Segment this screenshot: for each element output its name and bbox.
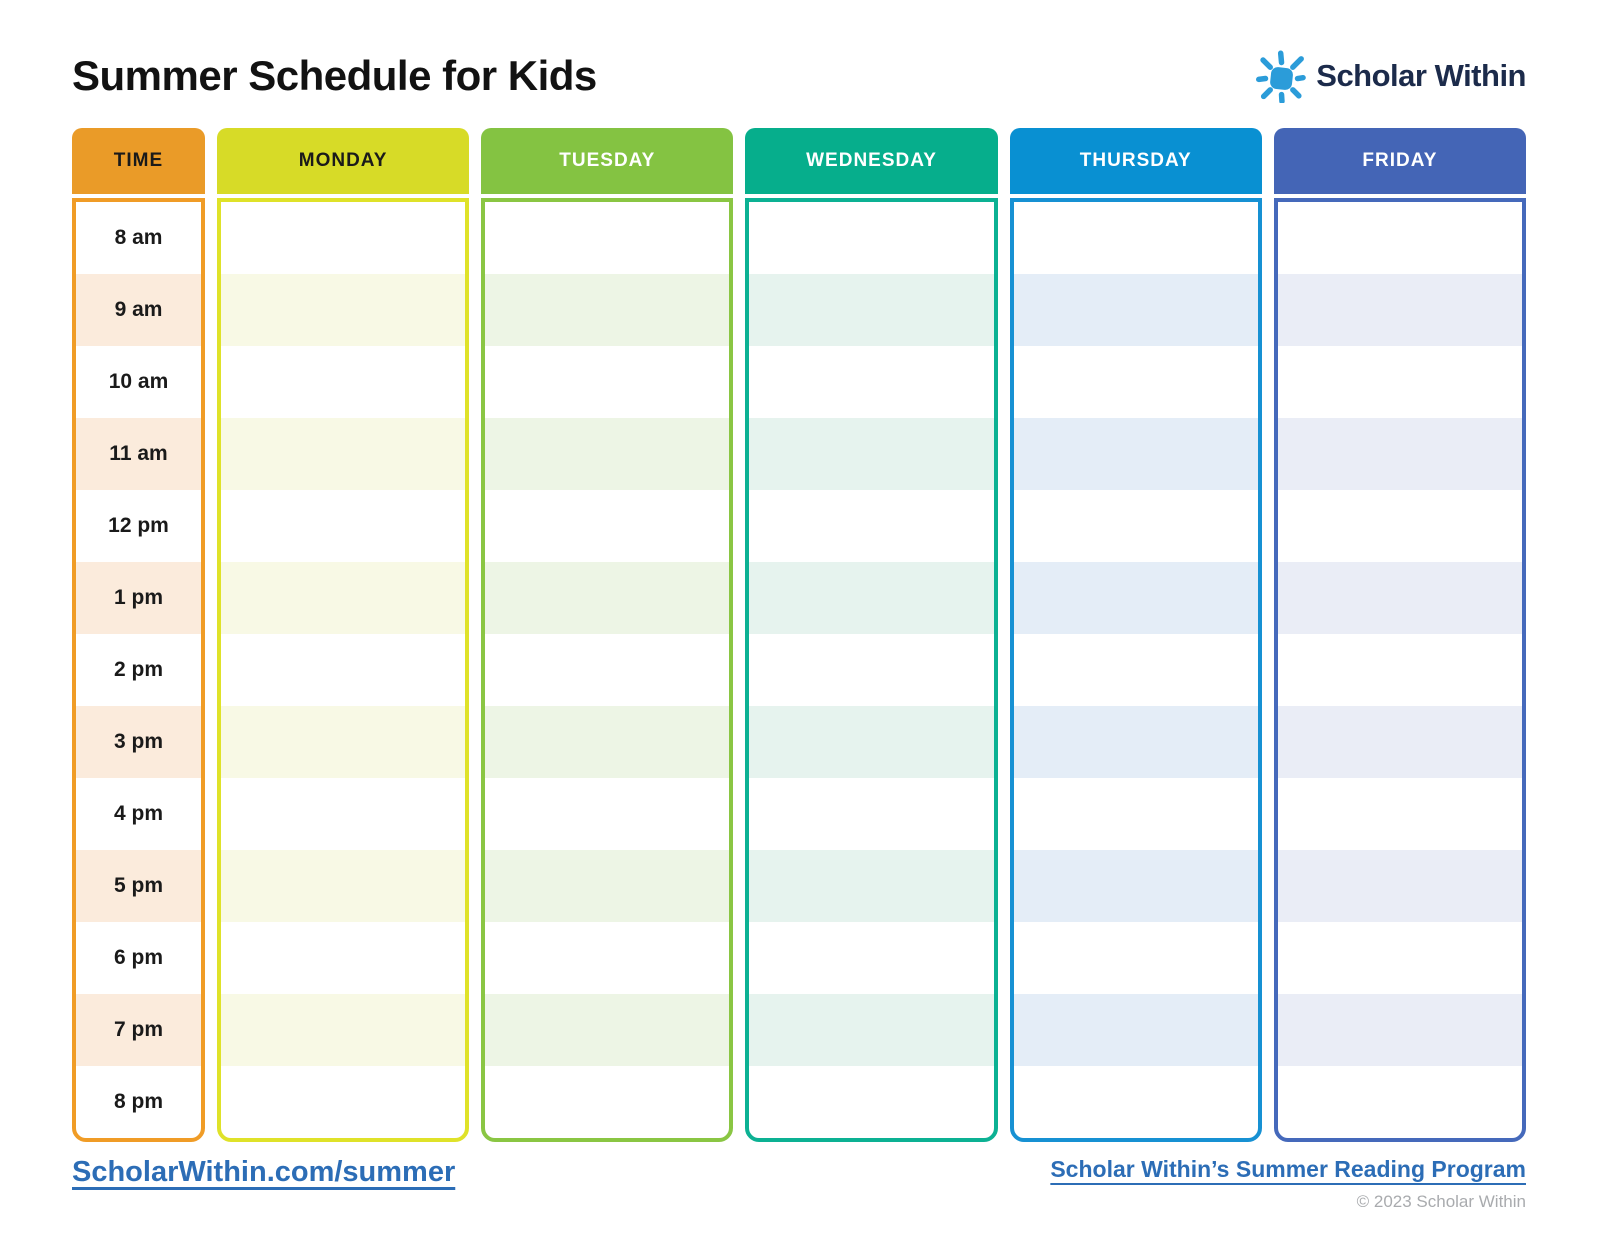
thursday-cell-10am [1014, 346, 1258, 418]
tuesday-cell-11am [485, 418, 729, 490]
footer-right [1050, 1156, 1526, 1212]
friday-column-body [1274, 198, 1526, 1142]
weekly-schedule-table [72, 128, 1526, 1142]
monday-cell-8am [221, 202, 465, 274]
time-column-header: TIME [72, 128, 205, 194]
thursday-cell-1pm [1014, 562, 1258, 634]
summer-reading-program-link[interactable]: Scholar Within’s Summer Reading Program [1050, 1156, 1526, 1182]
tuesday-cell-2pm [485, 634, 729, 706]
time-label-8am: 8 am [114, 226, 163, 249]
time-column-body [72, 198, 205, 1142]
tuesday-cell-7pm [485, 994, 729, 1066]
logo-text: Scholar Within [1316, 58, 1526, 93]
friday-cell-2pm [1278, 634, 1522, 706]
scholar-within-logo [1252, 49, 1526, 103]
wednesday-cell-11am [749, 418, 993, 490]
time-label-4pm: 4 pm [113, 802, 163, 825]
time-column [72, 128, 205, 1142]
thursday-column [1010, 128, 1262, 1142]
wednesday-cell-1pm [749, 562, 993, 634]
tuesday-cell-12pm [485, 490, 729, 562]
wednesday-column-header: WEDNESDAY [745, 128, 997, 194]
monday-cell-4pm [221, 778, 465, 850]
tuesday-column-header: TUESDAY [481, 128, 733, 194]
time-label-9am: 9 am [76, 274, 201, 346]
wednesday-cell-3pm [749, 706, 993, 778]
thursday-column-body [1010, 198, 1262, 1142]
monday-cell-12pm [221, 490, 465, 562]
tuesday-cell-8pm [485, 1066, 729, 1138]
page-title: Summer Schedule for Kids [72, 52, 597, 99]
friday-cell-9am [1278, 274, 1522, 346]
friday-cell-12pm [1278, 490, 1522, 562]
wednesday-cell-9am [749, 274, 993, 346]
monday-cell-10am [221, 346, 465, 418]
monday-cell-3pm [221, 706, 465, 778]
thursday-cell-5pm [1014, 850, 1258, 922]
wednesday-cell-5pm [749, 850, 993, 922]
monday-column-header: MONDAY [217, 128, 469, 194]
thursday-cell-11am [1014, 418, 1258, 490]
friday-cell-8am [1278, 202, 1522, 274]
friday-cell-5pm [1278, 850, 1522, 922]
friday-cell-10am [1278, 346, 1522, 418]
tuesday-cell-6pm [485, 922, 729, 994]
friday-cell-7pm [1278, 994, 1522, 1066]
tuesday-column [481, 128, 733, 1142]
friday-cell-11am [1278, 418, 1522, 490]
thursday-column-header: THURSDAY [1010, 128, 1262, 194]
tuesday-cell-4pm [485, 778, 729, 850]
friday-column [1274, 128, 1526, 1142]
friday-cell-4pm [1278, 778, 1522, 850]
monday-column-body [217, 198, 469, 1142]
time-label-6pm: 6 pm [113, 946, 163, 969]
wednesday-cell-7pm [749, 994, 993, 1066]
friday-cell-1pm [1278, 562, 1522, 634]
thursday-cell-2pm [1014, 634, 1258, 706]
thursday-cell-9am [1014, 274, 1258, 346]
thursday-cell-6pm [1014, 922, 1258, 994]
footer [72, 1156, 1526, 1212]
monday-cell-8pm [221, 1066, 465, 1138]
monday-column [217, 128, 469, 1142]
thursday-cell-12pm [1014, 490, 1258, 562]
copyright-text: © 2023 Scholar Within [1356, 1192, 1526, 1211]
time-label-11am: 11 am [76, 418, 201, 490]
friday-column-header: FRIDAY [1274, 128, 1526, 194]
time-label-10am: 10 am [108, 370, 169, 393]
wednesday-column [745, 128, 997, 1142]
monday-cell-9am [221, 274, 465, 346]
time-label-2pm: 2 pm [113, 658, 163, 681]
wednesday-cell-8pm [749, 1066, 993, 1138]
tuesday-cell-3pm [485, 706, 729, 778]
top-bar [72, 46, 1526, 106]
monday-cell-11am [221, 418, 465, 490]
sun-icon [1252, 49, 1306, 103]
thursday-cell-4pm [1014, 778, 1258, 850]
monday-cell-1pm [221, 562, 465, 634]
wednesday-cell-4pm [749, 778, 993, 850]
friday-cell-3pm [1278, 706, 1522, 778]
thursday-cell-8am [1014, 202, 1258, 274]
summer-url-link[interactable]: ScholarWithin.com/summer [72, 1156, 456, 1188]
friday-cell-8pm [1278, 1066, 1522, 1138]
tuesday-cell-5pm [485, 850, 729, 922]
wednesday-column-body [745, 198, 997, 1142]
wednesday-cell-2pm [749, 634, 993, 706]
time-label-7pm: 7 pm [76, 994, 201, 1066]
wednesday-cell-8am [749, 202, 993, 274]
time-label-3pm: 3 pm [76, 706, 201, 778]
thursday-cell-3pm [1014, 706, 1258, 778]
monday-cell-2pm [221, 634, 465, 706]
wednesday-cell-6pm [749, 922, 993, 994]
monday-cell-7pm [221, 994, 465, 1066]
time-label-5pm: 5 pm [76, 850, 201, 922]
thursday-cell-7pm [1014, 994, 1258, 1066]
time-label-1pm: 1 pm [76, 562, 201, 634]
tuesday-cell-8am [485, 202, 729, 274]
monday-cell-6pm [221, 922, 465, 994]
friday-cell-6pm [1278, 922, 1522, 994]
wednesday-cell-10am [749, 346, 993, 418]
monday-cell-5pm [221, 850, 465, 922]
tuesday-cell-10am [485, 346, 729, 418]
time-label-8pm: 8 pm [113, 1090, 163, 1113]
wednesday-cell-12pm [749, 490, 993, 562]
tuesday-cell-9am [485, 274, 729, 346]
time-label-12pm: 12 pm [108, 514, 169, 537]
tuesday-cell-1pm [485, 562, 729, 634]
thursday-cell-8pm [1014, 1066, 1258, 1138]
tuesday-column-body [481, 198, 733, 1142]
